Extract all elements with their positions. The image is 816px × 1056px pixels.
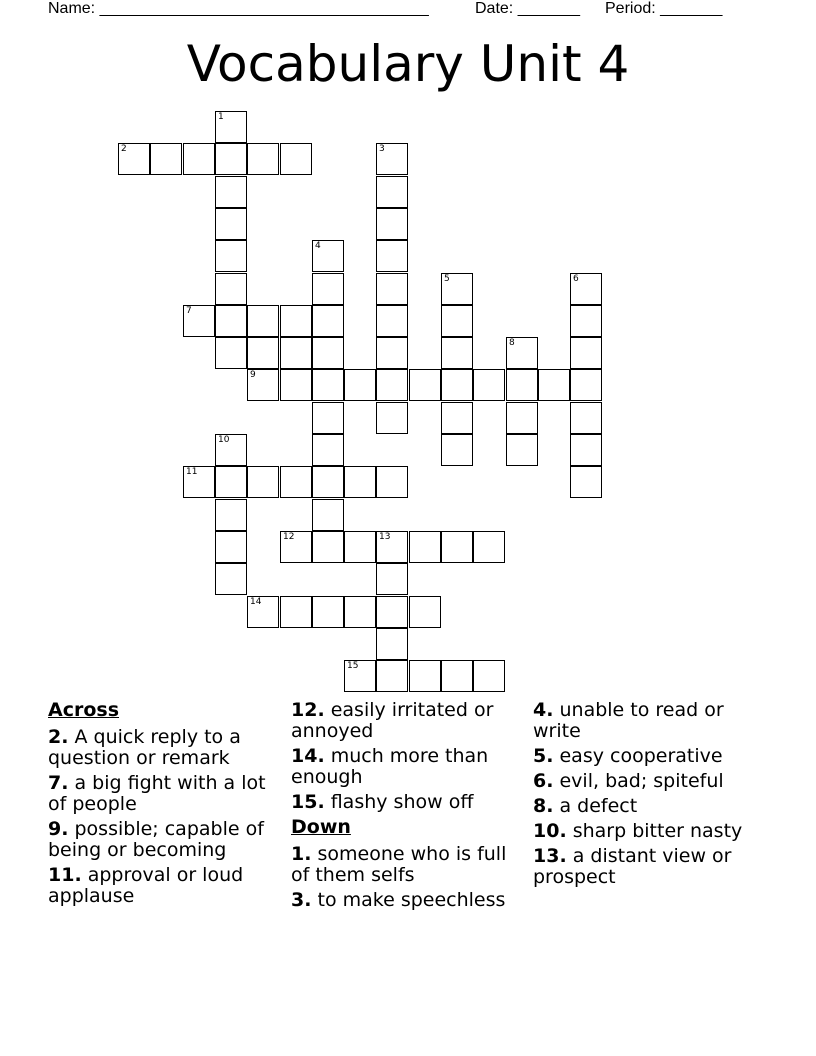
cell-number: 9 bbox=[250, 370, 256, 380]
grid-cell[interactable] bbox=[215, 111, 247, 143]
grid-cell[interactable] bbox=[215, 466, 247, 498]
clues-column-3 bbox=[533, 700, 773, 892]
grid-cell[interactable] bbox=[247, 369, 279, 401]
across-clue-list-continued bbox=[291, 700, 526, 813]
clue-text: A quick reply to a question or remark bbox=[48, 726, 241, 769]
clue-item bbox=[533, 796, 773, 817]
clue-item bbox=[48, 727, 283, 769]
cell-number: 4 bbox=[315, 241, 321, 251]
grid-cell[interactable] bbox=[376, 176, 408, 208]
clue-item bbox=[291, 844, 526, 886]
grid-cell[interactable] bbox=[376, 531, 408, 563]
clue-number: 3. bbox=[291, 889, 312, 911]
grid-cell[interactable] bbox=[280, 369, 312, 401]
clue-item bbox=[533, 846, 773, 888]
clue-item bbox=[533, 700, 773, 742]
grid-cell[interactable] bbox=[312, 240, 344, 272]
cell-number: 3 bbox=[379, 144, 385, 154]
grid-cell[interactable] bbox=[118, 143, 150, 175]
down-clue-list-continued bbox=[533, 700, 773, 888]
grid-cell[interactable] bbox=[215, 499, 247, 531]
clue-number: 8. bbox=[533, 795, 554, 817]
grid-cell[interactable] bbox=[344, 596, 376, 628]
clues-column-2 bbox=[291, 700, 526, 915]
grid-cell[interactable] bbox=[344, 466, 376, 498]
clue-item bbox=[48, 773, 283, 815]
grid-cell[interactable] bbox=[441, 660, 473, 692]
grid-cell[interactable] bbox=[247, 466, 279, 498]
grid-cell[interactable] bbox=[312, 499, 344, 531]
grid-cell[interactable] bbox=[280, 466, 312, 498]
clue-item bbox=[291, 746, 526, 788]
grid-cell[interactable] bbox=[376, 369, 408, 401]
grid-cell[interactable] bbox=[376, 337, 408, 369]
grid-cell[interactable] bbox=[215, 176, 247, 208]
grid-cell[interactable] bbox=[312, 305, 344, 337]
clue-text: flashy show off bbox=[324, 791, 474, 813]
clue-item bbox=[48, 865, 283, 907]
clue-text: sharp bitter nasty bbox=[566, 820, 743, 842]
grid-cell[interactable] bbox=[409, 531, 441, 563]
grid-cell[interactable] bbox=[247, 305, 279, 337]
clue-item bbox=[533, 821, 773, 842]
grid-cell[interactable] bbox=[376, 143, 408, 175]
clue-number: 15. bbox=[291, 791, 325, 813]
clue-text: evil, bad; spiteful bbox=[553, 770, 724, 792]
clue-number: 5. bbox=[533, 745, 554, 767]
grid-cell[interactable] bbox=[441, 531, 473, 563]
grid-cell[interactable] bbox=[409, 596, 441, 628]
clue-text: a defect bbox=[553, 795, 638, 817]
date-field-label[interactable]: Date: _______ bbox=[475, 0, 580, 17]
grid-cell[interactable] bbox=[312, 337, 344, 369]
grid-cell[interactable] bbox=[376, 596, 408, 628]
grid-cell[interactable] bbox=[506, 337, 538, 369]
clue-number: 4. bbox=[533, 699, 554, 721]
grid-cell[interactable] bbox=[376, 660, 408, 692]
grid-cell[interactable] bbox=[183, 305, 215, 337]
clue-number: 13. bbox=[533, 845, 567, 867]
grid-cell[interactable] bbox=[215, 208, 247, 240]
grid-cell[interactable] bbox=[409, 369, 441, 401]
grid-cell[interactable] bbox=[150, 143, 182, 175]
cell-number: 5 bbox=[444, 274, 450, 284]
grid-cell[interactable] bbox=[570, 273, 602, 305]
grid-cell[interactable] bbox=[441, 434, 473, 466]
grid-cell[interactable] bbox=[570, 402, 602, 434]
clue-item bbox=[48, 819, 283, 861]
clue-number: 14. bbox=[291, 745, 325, 767]
grid-cell[interactable] bbox=[441, 337, 473, 369]
page-title: Vocabulary Unit 4 bbox=[186, 35, 630, 93]
clue-text: possible; capable of being or becoming bbox=[48, 818, 264, 861]
cell-number: 11 bbox=[186, 467, 198, 477]
grid-cell[interactable] bbox=[280, 305, 312, 337]
grid-cell[interactable] bbox=[183, 143, 215, 175]
grid-cell[interactable] bbox=[506, 369, 538, 401]
grid-cell[interactable] bbox=[441, 369, 473, 401]
grid-cell[interactable] bbox=[215, 240, 247, 272]
cell-number: 6 bbox=[573, 274, 579, 284]
down-heading: Down bbox=[291, 816, 351, 838]
clue-number: 12. bbox=[291, 699, 325, 721]
grid-cell[interactable] bbox=[280, 531, 312, 563]
cell-number: 1 bbox=[218, 112, 224, 122]
grid-cell[interactable] bbox=[247, 596, 279, 628]
grid-cell[interactable] bbox=[376, 273, 408, 305]
grid-cell[interactable] bbox=[570, 466, 602, 498]
grid-cell[interactable] bbox=[183, 466, 215, 498]
clue-text: a big fight with a lot of people bbox=[48, 772, 266, 815]
grid-cell[interactable] bbox=[312, 434, 344, 466]
grid-cell[interactable] bbox=[473, 660, 505, 692]
cell-number: 13 bbox=[379, 532, 391, 542]
clue-item bbox=[533, 746, 773, 767]
grid-cell[interactable] bbox=[215, 563, 247, 595]
name-field-label[interactable]: Name: _____________________________________ bbox=[48, 0, 429, 17]
grid-cell[interactable] bbox=[376, 208, 408, 240]
clue-number: 1. bbox=[291, 843, 312, 865]
cell-number: 14 bbox=[250, 597, 262, 607]
grid-cell[interactable] bbox=[344, 531, 376, 563]
cell-number: 2 bbox=[121, 144, 127, 154]
clue-number: 11. bbox=[48, 864, 82, 886]
grid-cell[interactable] bbox=[312, 466, 344, 498]
cell-number: 10 bbox=[218, 435, 230, 445]
period-field-label[interactable]: Period: _______ bbox=[605, 0, 723, 17]
grid-cell[interactable] bbox=[570, 305, 602, 337]
grid-cell[interactable] bbox=[506, 402, 538, 434]
grid-cell[interactable] bbox=[280, 143, 312, 175]
grid-cell[interactable] bbox=[215, 305, 247, 337]
grid-cell[interactable] bbox=[538, 369, 570, 401]
grid-cell[interactable] bbox=[441, 402, 473, 434]
grid-cell[interactable] bbox=[506, 434, 538, 466]
grid-cell[interactable] bbox=[376, 402, 408, 434]
clue-text: approval or loud applause bbox=[48, 864, 244, 907]
grid-cell[interactable] bbox=[280, 596, 312, 628]
clue-number: 7. bbox=[48, 772, 69, 794]
grid-cell[interactable] bbox=[215, 337, 247, 369]
grid-cell[interactable] bbox=[312, 596, 344, 628]
grid-cell[interactable] bbox=[215, 273, 247, 305]
clue-number: 2. bbox=[48, 726, 69, 748]
grid-cell[interactable] bbox=[376, 466, 408, 498]
cell-number: 7 bbox=[186, 306, 192, 316]
grid-cell[interactable] bbox=[376, 305, 408, 337]
grid-cell[interactable] bbox=[215, 143, 247, 175]
down-clue-list bbox=[291, 844, 526, 911]
grid-cell[interactable] bbox=[215, 531, 247, 563]
grid-cell[interactable] bbox=[280, 337, 312, 369]
grid-cell[interactable] bbox=[376, 628, 408, 660]
clue-number: 9. bbox=[48, 818, 69, 840]
grid-cell[interactable] bbox=[312, 402, 344, 434]
clue-text: unable to read or write bbox=[533, 699, 724, 742]
clue-number: 6. bbox=[533, 770, 554, 792]
cell-number: 15 bbox=[347, 661, 359, 671]
clue-text: much more than enough bbox=[291, 745, 489, 788]
grid-cell[interactable] bbox=[441, 273, 473, 305]
clue-item bbox=[291, 700, 526, 742]
grid-cell[interactable] bbox=[344, 660, 376, 692]
grid-cell[interactable] bbox=[570, 434, 602, 466]
grid-cell[interactable] bbox=[247, 143, 279, 175]
clues-column-1 bbox=[48, 700, 283, 911]
grid-cell[interactable] bbox=[215, 434, 247, 466]
grid-cell[interactable] bbox=[376, 240, 408, 272]
clue-item bbox=[533, 771, 773, 792]
across-heading: Across bbox=[48, 699, 120, 721]
clue-item bbox=[291, 890, 526, 911]
grid-cell[interactable] bbox=[344, 369, 376, 401]
clue-text: a distant view or prospect bbox=[533, 845, 732, 888]
clue-text: someone who is full of them selfs bbox=[291, 843, 507, 886]
grid-cell[interactable] bbox=[570, 337, 602, 369]
clue-text: easily irritated or annoyed bbox=[291, 699, 494, 742]
clue-number: 10. bbox=[533, 820, 567, 842]
grid-cell[interactable] bbox=[247, 337, 279, 369]
across-clue-list bbox=[48, 727, 283, 907]
grid-cell[interactable] bbox=[570, 369, 602, 401]
cell-number: 12 bbox=[283, 532, 295, 542]
cell-number: 8 bbox=[509, 338, 515, 348]
clue-text: to make speechless bbox=[311, 889, 506, 911]
grid-cell[interactable] bbox=[312, 531, 344, 563]
clue-item bbox=[291, 792, 526, 813]
grid-cell[interactable] bbox=[473, 369, 505, 401]
clue-text: easy cooperative bbox=[553, 745, 723, 767]
grid-cell[interactable] bbox=[473, 531, 505, 563]
grid-cell[interactable] bbox=[312, 273, 344, 305]
grid-cell[interactable] bbox=[441, 305, 473, 337]
grid-cell[interactable] bbox=[312, 369, 344, 401]
grid-cell[interactable] bbox=[409, 660, 441, 692]
grid-cell[interactable] bbox=[376, 563, 408, 595]
